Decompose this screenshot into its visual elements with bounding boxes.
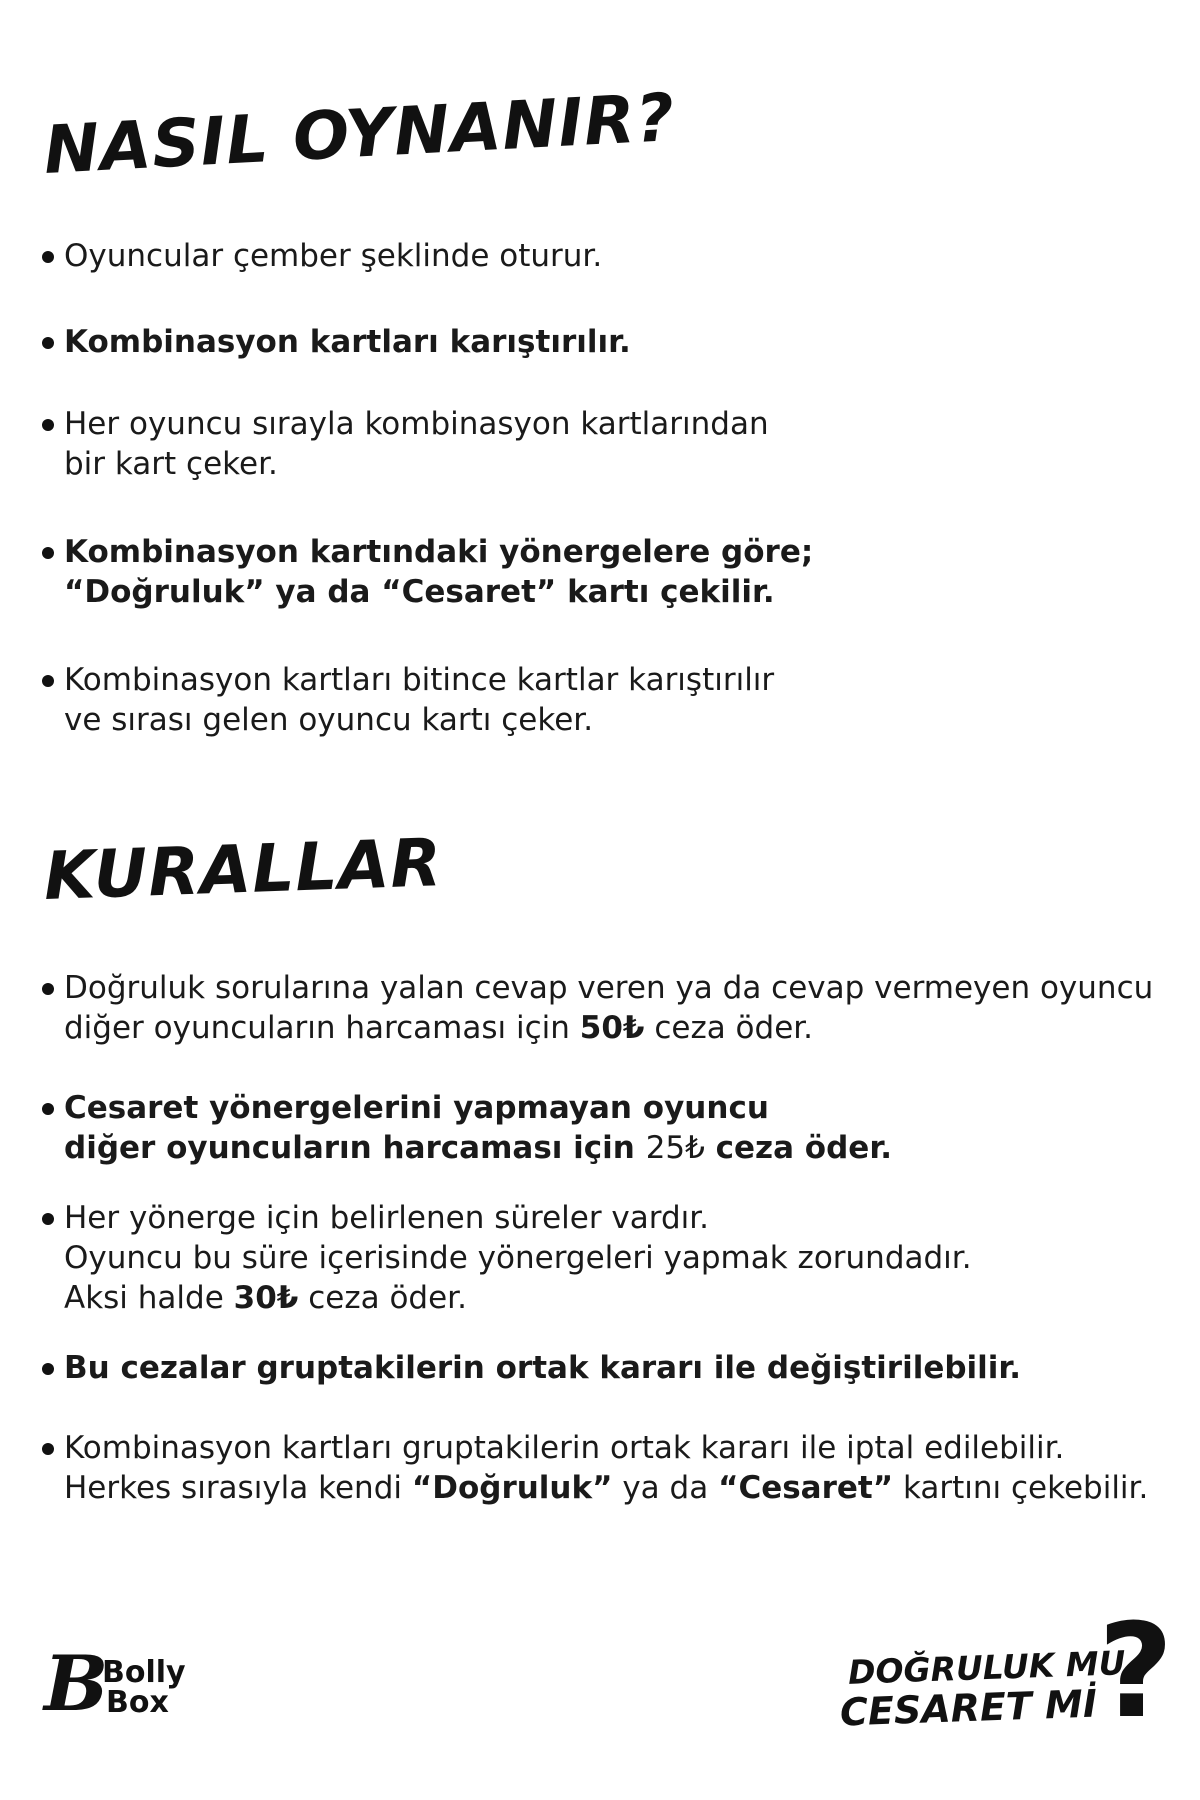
how-to-play-item-line: Her oyuncu sırayla kombinasyon kartlarından — [64, 406, 769, 442]
how-to-play-item-line: ve sırası gelen oyuncu kartı çeker. — [64, 702, 594, 738]
bolly-box-logo-line-2: Box — [106, 1685, 169, 1720]
rule-item-3 — [40, 1198, 1160, 1318]
how-to-play-item-line: “Doğruluk” ya da “Cesaret” kartı çekilir. — [64, 574, 775, 610]
rule-3-line-3: Aksi halde 30₺ ceza öder. — [64, 1280, 467, 1316]
rule-3-line-1: Her yönerge için belirlenen süreler vardır. — [64, 1200, 710, 1236]
how-to-play-item — [40, 660, 1160, 740]
bolly-box-logo — [44, 1639, 214, 1730]
rule-item-5 — [40, 1428, 1160, 1508]
rule-item-4 — [40, 1348, 1160, 1388]
how-to-play-item-line: Kombinasyon kartları bitince kartlar karıştırılır — [64, 662, 775, 698]
section-title-how-to-play: NASIL OYNANIR? — [41, 78, 677, 189]
rule-item-2 — [40, 1088, 1160, 1168]
rule-1-line-1: Doğruluk sorularına yalan cevap veren ya da cevap vermeyen oyuncu — [64, 970, 1154, 1006]
rule-2-line-1: Cesaret yönergelerini yapmayan oyuncu — [64, 1090, 769, 1126]
how-to-play-item-line: Oyuncular çember şeklinde oturur. — [64, 238, 603, 274]
how-to-play-item — [40, 532, 1160, 612]
rule-item-1 — [40, 968, 1160, 1048]
how-to-play-item — [40, 236, 1160, 276]
game-logo-line-1: DOĞRULUK MU — [847, 1643, 1127, 1692]
how-to-play-item-line: Kombinasyon kartındaki yönergelere göre; — [64, 534, 814, 570]
section-title-rules: KURALLAR — [42, 824, 444, 915]
game-logo — [839, 1595, 1174, 1747]
question-mark-icon: ? — [1098, 1595, 1174, 1747]
rule-3-line-2: Oyuncu bu süre içerisinde yönergeleri yapmak zorundadır. — [64, 1240, 972, 1276]
how-to-play-item-line: bir kart çeker. — [64, 446, 278, 482]
bolly-box-logo-line-1: Bolly — [102, 1655, 186, 1690]
how-to-play-item-line: Kombinasyon kartları karıştırılır. — [64, 324, 631, 360]
rule-5-line-2: Herkes sırasıyla kendi “Doğruluk” ya da “Cesaret” kartını çekebilir. — [64, 1470, 1149, 1506]
rule-4-line-1: Bu cezalar gruptakilerin ortak kararı ile değiştirilebilir. — [64, 1350, 1022, 1386]
rule-5-line-1: Kombinasyon kartları gruptakilerin ortak kararı ile iptal edilebilir. — [64, 1430, 1065, 1466]
rule-1-line-2: diğer oyuncuların harcaması için 50₺ ceza öder. — [64, 1010, 814, 1046]
rule-2-line-2: diğer oyuncuların harcaması için 25₺ ceza öder. — [64, 1130, 892, 1166]
how-to-play-item — [40, 404, 1160, 484]
how-to-play-item — [40, 322, 1160, 362]
game-logo-line-2: CESARET Mİ — [839, 1681, 1098, 1735]
bolly-box-logo-letter: B — [44, 1639, 109, 1728]
